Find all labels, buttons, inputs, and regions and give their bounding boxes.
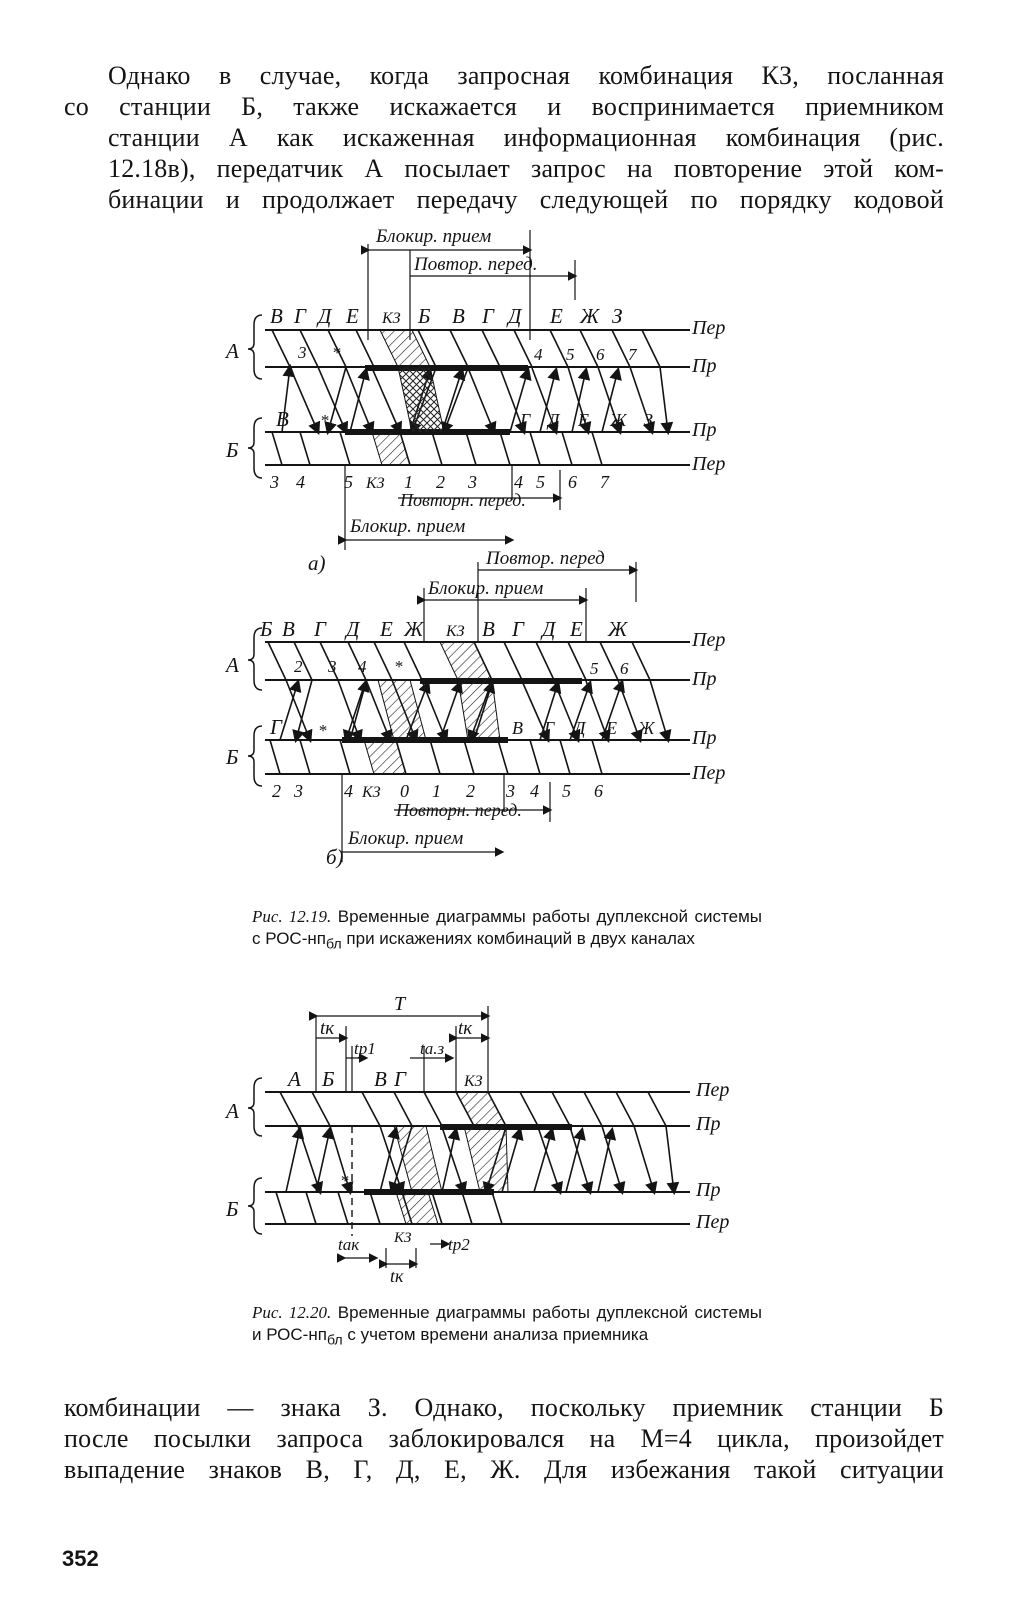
- caption-tail: при искажениях комбинаций в двух каналах: [341, 929, 695, 948]
- a-per-mark: Г: [314, 617, 326, 641]
- figure-12-19a: [0, 220, 1019, 580]
- a-per-mark: Д: [318, 304, 332, 328]
- b-per-mark: 1: [432, 781, 441, 801]
- label-tk-bottom: tк: [390, 1266, 404, 1286]
- b-per-mark: 2: [436, 472, 445, 492]
- a-pr-mark: 3: [298, 343, 307, 362]
- a-mark: Г: [394, 1067, 406, 1091]
- a-per-mark: В: [482, 617, 495, 641]
- b-per-mark: 4: [296, 472, 305, 492]
- line-pr-label: Пр: [692, 727, 717, 749]
- text-line: после посылки запроса заблокировался на M=4 цикла, произойдет: [64, 1424, 944, 1453]
- bottom-paragraph: [64, 1392, 944, 1485]
- caption-text: Временные диаграммы работы дуплексной системы и РОС-нп: [252, 1303, 762, 1344]
- a-per-mark: Ж: [608, 617, 628, 641]
- line-pr-label: Пр: [696, 1179, 721, 1201]
- line-pr-label: Пр: [692, 668, 717, 690]
- b-per-mark: 4: [514, 472, 523, 492]
- a-pr-mark: 4: [358, 657, 367, 676]
- station-b-label: Б: [226, 438, 239, 462]
- b-per-mark: 6: [568, 472, 577, 492]
- a-per-mark: Ж: [580, 304, 600, 328]
- a-mark: В: [374, 1067, 387, 1091]
- b-per-mark: КЗ: [362, 784, 381, 801]
- text-line: бинации и продолжает передачу следующей по порядку кодовой: [108, 185, 944, 214]
- b-per-mark: 0: [400, 781, 409, 801]
- a-per-mark: КЗ: [382, 310, 401, 327]
- line-per-label: Пер: [696, 1211, 730, 1233]
- caption-subscript: бл: [325, 936, 342, 953]
- line-per-label: Пер: [692, 317, 726, 339]
- text-line: 12.18в), передатчик А посылает запрос на повторение этой ком-: [108, 154, 944, 183]
- b-per-mark: 4: [344, 781, 353, 801]
- b-per-mark: 5: [344, 472, 353, 492]
- b-pr-mark: Г: [270, 715, 282, 739]
- a-per-mark: Б: [260, 617, 273, 641]
- caption-fig-number: Рис. 12.20.: [252, 1303, 332, 1322]
- text-line: выпадение знаков В, Г, Д, Е, Ж. Для избежания такой ситуации: [64, 1455, 944, 1484]
- line-per-label: Пер: [692, 762, 726, 784]
- b-per-mark: 5: [562, 781, 571, 801]
- label-tk: tк: [320, 1018, 335, 1039]
- text-line: со станции Б, также искажается и воспринимается приемником: [64, 92, 944, 121]
- caption-tail: с учетом времени анализа приемника: [342, 1325, 649, 1344]
- figure-12-20: [0, 993, 1019, 1296]
- b-per-mark: 2: [272, 781, 281, 801]
- label-block-receive: Блокир. прием: [376, 226, 492, 247]
- line-per-label: Пер: [692, 629, 726, 651]
- a-per-mark: Г: [482, 304, 494, 328]
- b-per-mark: 3: [294, 781, 303, 801]
- a-per-mark: Г: [512, 617, 524, 641]
- a-per-mark: В: [452, 304, 465, 328]
- text-line: комбинации — знака З. Однако, поскольку приемник станции Б: [64, 1393, 944, 1422]
- label-tp1: tр1: [354, 1039, 376, 1058]
- line-pr-label: Пр: [696, 1113, 721, 1135]
- panel-label-b: б): [326, 845, 344, 869]
- b-pr-mark: В: [512, 718, 523, 738]
- b-per-mark: 7: [600, 472, 609, 492]
- b-pr-mark: Д: [574, 718, 586, 738]
- a-pr-mark: 6: [596, 345, 605, 364]
- label-T: T: [394, 993, 406, 1015]
- label-repeat-send-bottom: Повторн. перед.: [400, 490, 526, 510]
- line-pr-label: Пр: [692, 355, 717, 377]
- caption-12-19: [252, 906, 762, 955]
- a-pr-mark: 5: [590, 659, 599, 678]
- caption-text: Временные диаграммы работы дуплексной системы с РОС-нп: [252, 907, 762, 948]
- a-per-mark: Е: [380, 617, 393, 641]
- station-a-label: А: [226, 653, 239, 677]
- a-per-mark: Д: [508, 304, 522, 328]
- a-per-mark: Е: [570, 617, 583, 641]
- label-repeat-send: Повтор. перед.: [414, 254, 538, 275]
- b-pr-mark: Е: [578, 410, 589, 430]
- station-b-label: Б: [226, 745, 239, 769]
- label-taz: tа.з: [420, 1039, 445, 1058]
- b-pr-mark: Г: [544, 718, 555, 738]
- a-pr-mark: 5: [566, 345, 575, 364]
- label-tk: tк: [458, 1018, 473, 1039]
- label-tp2: tр2: [448, 1235, 470, 1254]
- a-per-mark: КЗ: [446, 623, 465, 640]
- a-per-mark: Г: [294, 304, 306, 328]
- b-pr-mark: В: [276, 407, 289, 431]
- panel-label-a: а): [308, 551, 326, 575]
- station-a-label: А: [226, 339, 239, 363]
- b-per-mark: 3: [468, 472, 477, 492]
- b-per-mark: 1: [404, 472, 413, 492]
- b-mark: *: [340, 1171, 349, 1190]
- b-pr-mark: Д: [548, 410, 560, 430]
- text-line: станции А как искаженная информационная комбинация (рис.: [108, 123, 944, 152]
- b-pr-mark: *: [318, 721, 327, 740]
- a-pr-mark: 3: [328, 657, 337, 676]
- a-per-mark: Ж: [404, 617, 424, 641]
- b-pr-mark: Г: [520, 410, 531, 430]
- label-block-receive-bottom: Блокир. прием: [348, 828, 464, 849]
- page-number: 352: [62, 1546, 99, 1571]
- a-mark: Б: [322, 1067, 335, 1091]
- caption-fig-number: Рис. 12.19.: [252, 907, 332, 926]
- a-pr-mark: *: [394, 657, 403, 676]
- a-per-mark: Д: [542, 617, 556, 641]
- b-per-mark: 5: [536, 472, 545, 492]
- a-pr-mark: 6: [620, 659, 629, 678]
- a-mark: КЗ: [464, 1073, 483, 1090]
- a-pr-mark: 7: [628, 345, 637, 364]
- a-per-mark: Б: [418, 304, 431, 328]
- b-pr-mark: Е: [606, 718, 617, 738]
- a-pr-mark: *: [332, 343, 341, 362]
- a-pr-mark: 4: [534, 345, 543, 364]
- line-per-label: Пер: [696, 1079, 730, 1101]
- label-repeat-send-bottom: Повторн. перед.: [396, 800, 522, 820]
- b-per-mark: 2: [466, 781, 475, 801]
- station-a-label: А: [226, 1099, 239, 1123]
- line-per-label: Пер: [692, 453, 726, 475]
- b-pr-mark: З: [644, 410, 653, 430]
- b-per-mark: КЗ: [366, 475, 385, 492]
- label-repeat-send: Повтор. перед: [486, 548, 605, 569]
- label-block-receive: Блокир. прием: [428, 578, 544, 599]
- a-per-mark: В: [282, 617, 295, 641]
- figure-12-19b: [0, 542, 1019, 872]
- b-pr-mark: *: [320, 411, 329, 430]
- station-b-label: Б: [226, 1197, 239, 1221]
- caption-12-20: [252, 1302, 762, 1351]
- line-pr-label: Пр: [692, 419, 717, 441]
- b-per-mark: 3: [270, 472, 279, 492]
- a-pr-mark: 2: [294, 657, 303, 676]
- a-per-mark: Д: [346, 617, 360, 641]
- b-mark: КЗ: [394, 1230, 412, 1246]
- b-per-mark: 3: [506, 781, 515, 801]
- label-tak: tак: [338, 1235, 360, 1254]
- a-per-mark: Е: [346, 304, 359, 328]
- a-mark: А: [288, 1067, 301, 1091]
- b-per-mark: 4: [530, 781, 539, 801]
- a-per-mark: Е: [550, 304, 563, 328]
- label-block-receive-bottom: Блокир. прием: [350, 516, 466, 537]
- a-per-mark: В: [270, 304, 283, 328]
- b-pr-mark: Ж: [638, 718, 655, 738]
- caption-subscript: бл: [326, 1332, 343, 1349]
- b-pr-mark: Ж: [610, 410, 627, 430]
- text-line: Однако в случае, когда запросная комбинация КЗ, посланная: [108, 61, 944, 90]
- top-paragraph: [64, 60, 944, 215]
- b-per-mark: 6: [594, 781, 603, 801]
- a-per-mark: З: [612, 304, 623, 328]
